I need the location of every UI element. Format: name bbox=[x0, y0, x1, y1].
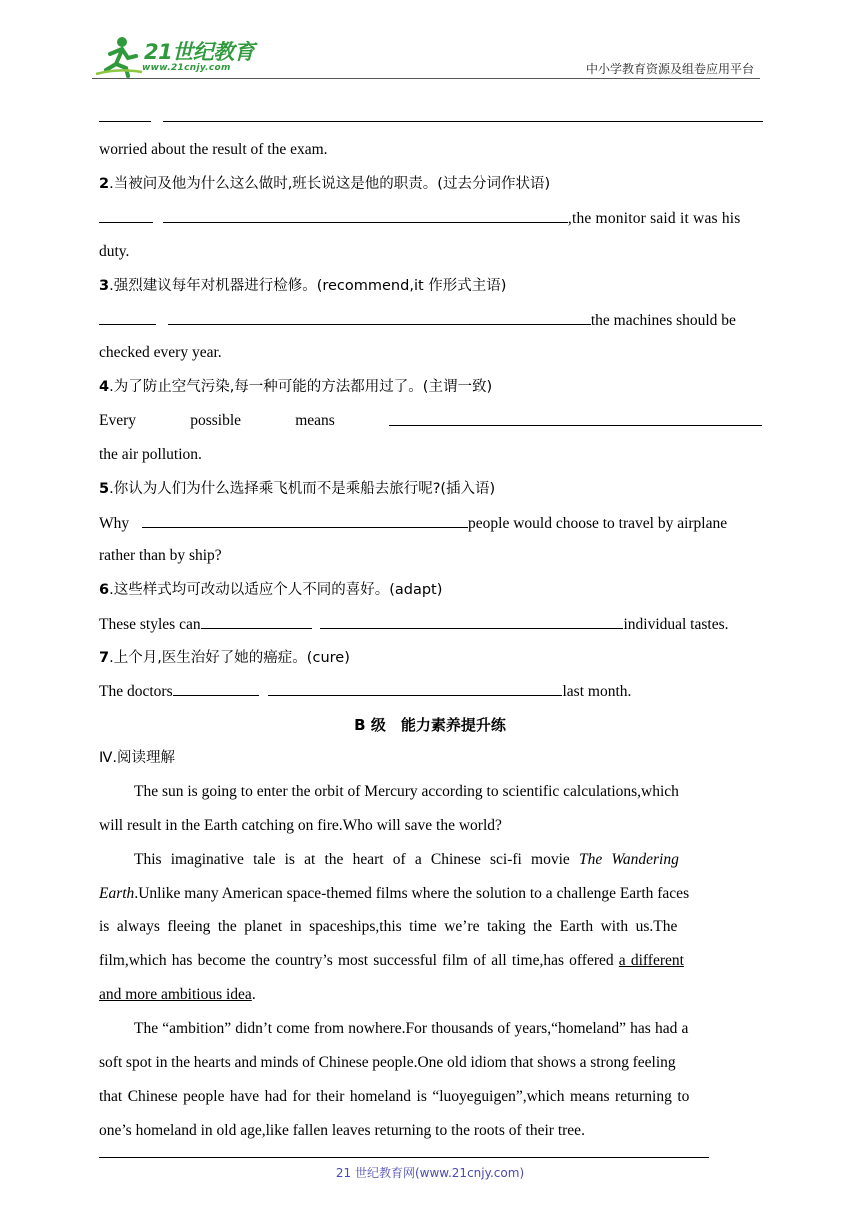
movie-title: The Wandering bbox=[578, 851, 679, 868]
q2-answer-line: ,the monitor said it was his bbox=[99, 208, 762, 229]
q1-blank-line bbox=[99, 107, 762, 128]
header-divider bbox=[92, 78, 760, 79]
q2-continuation: duty. bbox=[99, 243, 130, 260]
passage-p2-line5: and more ambitious idea. bbox=[99, 986, 256, 1003]
answer-blank[interactable] bbox=[268, 681, 562, 696]
q5-continuation: rather than by ship? bbox=[99, 547, 222, 564]
site-logo bbox=[92, 34, 262, 78]
q7-prompt: 7.上个月,医生治好了她的癌症。(cure) bbox=[99, 650, 350, 666]
answer-blank[interactable] bbox=[99, 208, 153, 223]
passage-p3-line4: one’s homeland in old age,like fallen leaves returning to the roots of their tree. bbox=[99, 1122, 585, 1139]
footer-divider bbox=[99, 1157, 709, 1158]
header-platform-text: 中小学教育资源及组卷应用平台 bbox=[585, 62, 754, 76]
runner-logo-icon bbox=[92, 34, 144, 78]
passage-p2-line4: film,which has become the country’s most successful film of all time,has offered a different bbox=[99, 952, 684, 969]
passage-p1-line2: will result in the Earth catching on fire.Who will save the world? bbox=[99, 817, 502, 834]
answer-blank[interactable] bbox=[389, 411, 762, 426]
passage-p2-line1: This imaginative tale is at the heart of a Chinese sci-fi movie The Wandering bbox=[134, 851, 679, 868]
page-footer: 21 世纪教育网(www.21cnjy.com) bbox=[335, 1166, 525, 1180]
answer-blank[interactable] bbox=[320, 614, 623, 629]
answer-blank[interactable] bbox=[173, 681, 259, 696]
passage-p3-line3: that Chinese people have had for their homeland is “luoyeguigen”,which means returning to bbox=[99, 1088, 690, 1105]
answer-blank[interactable] bbox=[99, 107, 151, 122]
section-title: B 级 能力素养提升练 bbox=[354, 716, 506, 734]
q4-continuation: the air pollution. bbox=[99, 446, 202, 463]
q3-prompt: 3.强烈建议每年对机器进行检修。(recommend,it 作形式主语) bbox=[99, 278, 507, 294]
passage-p3-line2: soft spot in the hearts and minds of Chinese people.One old idiom that shows a strong feeling bbox=[99, 1054, 676, 1071]
passage-p1-line1: The sun is going to enter the orbit of Mercury according to scientific calculations,which bbox=[134, 783, 679, 800]
answer-blank[interactable] bbox=[168, 310, 591, 325]
q5-prompt: 5.你认为人们为什么选择乘飞机而不是乘船去旅行呢?(插入语) bbox=[99, 481, 496, 497]
page-header bbox=[92, 34, 760, 80]
reading-heading: Ⅳ.阅读理解 bbox=[99, 750, 175, 766]
q1-continuation: worried about the result of the exam. bbox=[99, 141, 328, 158]
q4-prompt: 4.为了防止空气污染,每一种可能的方法都用过了。(主谓一致) bbox=[99, 379, 493, 395]
answer-blank[interactable] bbox=[142, 513, 468, 528]
q6-answer-line: These styles can individual tastes. bbox=[99, 616, 729, 633]
passage-p2-line2: Earth.Unlike many American space-themed films where the solution to a challenge Earth faces bbox=[99, 885, 690, 902]
q3-continuation: checked every year. bbox=[99, 344, 222, 361]
q2-prompt: 2.当被问及他为什么这么做时,班长说这是他的职责。(过去分词作状语) bbox=[99, 176, 551, 192]
q6-prompt: 6.这些样式均可改动以适应个人不同的喜好。(adapt) bbox=[99, 582, 443, 598]
answer-blank[interactable] bbox=[201, 614, 312, 629]
answer-blank[interactable] bbox=[99, 310, 156, 325]
q5-answer-line: Why people would choose to travel by airplane bbox=[99, 515, 728, 532]
q4-answer-line: Every possible means bbox=[99, 411, 762, 431]
passage-p2-line3: is always fleeing the planet in spaceships,this time we’re taking the Earth with us.The bbox=[99, 918, 678, 935]
q3-answer-line: the machines should be bbox=[99, 310, 762, 331]
q7-answer-line: The doctors last month. bbox=[99, 683, 632, 700]
logo-url: www.21cnjy.com bbox=[142, 63, 231, 73]
answer-blank[interactable] bbox=[163, 208, 568, 223]
answer-blank[interactable] bbox=[163, 107, 763, 122]
logo-text: 21世纪教育 bbox=[144, 40, 255, 64]
passage-p3-line1: The “ambition” didn’t come from nowhere.For thousands of years,“homeland” has had a bbox=[134, 1020, 689, 1037]
